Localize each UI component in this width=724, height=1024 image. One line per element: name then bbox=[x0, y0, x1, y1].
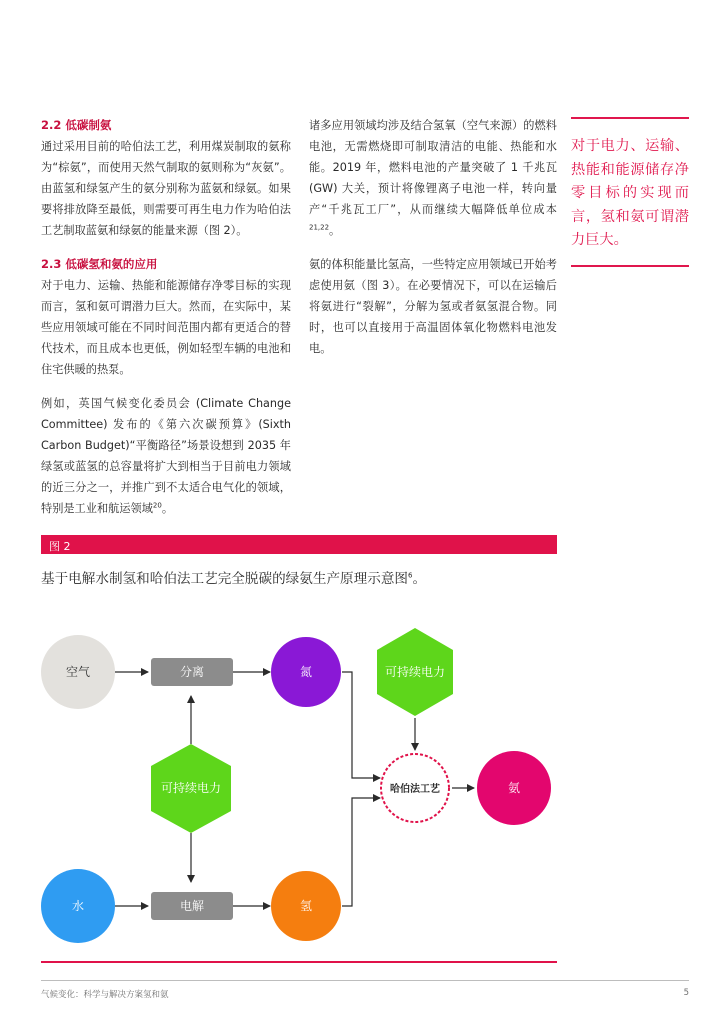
hydrogen-label: 氢 bbox=[299, 899, 313, 913]
water-label: 水 bbox=[71, 899, 85, 913]
renewable-power-top-label: 可持续电力 bbox=[384, 665, 446, 679]
paragraph-2-3-b-text: 例如，英国气候变化委员会 (Climate Change Committee) 发布的《第六次碳预算》(Sixth Carbon Budget)“平衡路径”场景设想到 2035 年绿氢或蓝氢的总容量将扩大到相当于目前电力领域的近三分之一，并推广到不太适合电气化的领域，特别是工业和航运领域 bbox=[41, 397, 291, 515]
figure-title bbox=[41, 569, 426, 589]
footer-title: 气候变化：科学与解决方案氢和氨 bbox=[41, 990, 169, 1000]
air-label: 空气 bbox=[65, 665, 91, 679]
figure-title-reference: 6 bbox=[408, 571, 413, 580]
separation-label: 分离 bbox=[179, 665, 205, 679]
middle-column bbox=[309, 115, 557, 359]
reference-superscript: 21,22 bbox=[309, 223, 330, 232]
paragraph-2-3-b bbox=[41, 393, 291, 519]
figure-bottom-rule bbox=[41, 961, 557, 963]
paragraph-2-3-a: 对于电力、运输、热能和能源储存净零目标的实现而言，氢和氨可谓潜力巨大。然而，在实际中，某些应用领域可能在不同时间范围内都有更适合的替代技术，而且成本也更低，例如轻型车辆的电池和住宅供暖的热泵。 bbox=[41, 279, 291, 376]
section-heading-2-3: 2.3 低碳氢和氨的应用 bbox=[41, 257, 158, 271]
electrolysis-label: 电解 bbox=[179, 899, 205, 913]
green-ammonia-diagram bbox=[0, 600, 724, 960]
paragraph-ammonia-use: 氨的体积能量比氢高，一些特定应用领域已开始考虑使用氨（图 3）。在必要情况下，可以在运输后将氨进行“裂解”，分解为氢或者氨氢混合物。同时，也可以直接用于高温固体氧化物燃料电池发电。 bbox=[309, 258, 557, 355]
figure-title-end: 。 bbox=[412, 571, 427, 587]
footer-divider bbox=[41, 980, 689, 981]
reference-superscript: 20 bbox=[152, 501, 162, 510]
figure-label-bar bbox=[41, 535, 557, 554]
arrow-hydrogen-to-haber bbox=[342, 798, 380, 906]
paragraph-2-3-b-end: 。 bbox=[161, 502, 174, 515]
paragraph-fuel-cells-end: 。 bbox=[329, 224, 341, 237]
left-column bbox=[41, 115, 291, 519]
nitrogen-label: 氮 bbox=[299, 665, 313, 679]
arrow-nitrogen-to-haber bbox=[342, 672, 380, 778]
paragraph-fuel-cells-text: 诸多应用领域均涉及结合氢氧（空气来源）的燃料电池，无需燃烧即可制取清洁的电能、热能和水能。2019 年，燃料电池的产量突破了 1 千兆瓦 (GW) 大关，预计将像锂离子电池一样，转向量产“千兆瓦工厂”，从而继续大幅降低单位成本 bbox=[309, 119, 557, 216]
haber-process-label: 哈伯法工艺 bbox=[390, 784, 440, 795]
section-heading-2-2: 2.2 低碳制氨 bbox=[41, 118, 112, 132]
paragraph-2-2: 通过采用目前的哈伯法工艺，利用煤炭制取的氨称为“棕氨”，而使用天然气制取的氨则称为“灰氨”。由蓝氢和绿氢产生的氨分别称为蓝氨和绿氨。如果要将排放降至最低，则需要可再生电力作为哈伯法工艺制取蓝氨和绿氨的能量来源（图 2）。 bbox=[41, 140, 291, 237]
ammonia-label: 氨 bbox=[507, 781, 521, 795]
paragraph-fuel-cells bbox=[309, 115, 557, 241]
figure-title-text: 基于电解水制氢和哈伯法工艺完全脱碳的绿氨生产原理示意图 bbox=[41, 571, 409, 587]
pull-quote bbox=[571, 117, 689, 267]
page-number: 5 bbox=[683, 988, 689, 998]
renewable-power-middle-label: 可持续电力 bbox=[160, 781, 222, 795]
figure-label: 图 2 bbox=[49, 540, 71, 553]
pull-quote-text: 对于电力、运输、热能和能源储存净零目标的实现而言，氢和氨可谓潜力巨大。 bbox=[571, 138, 689, 248]
